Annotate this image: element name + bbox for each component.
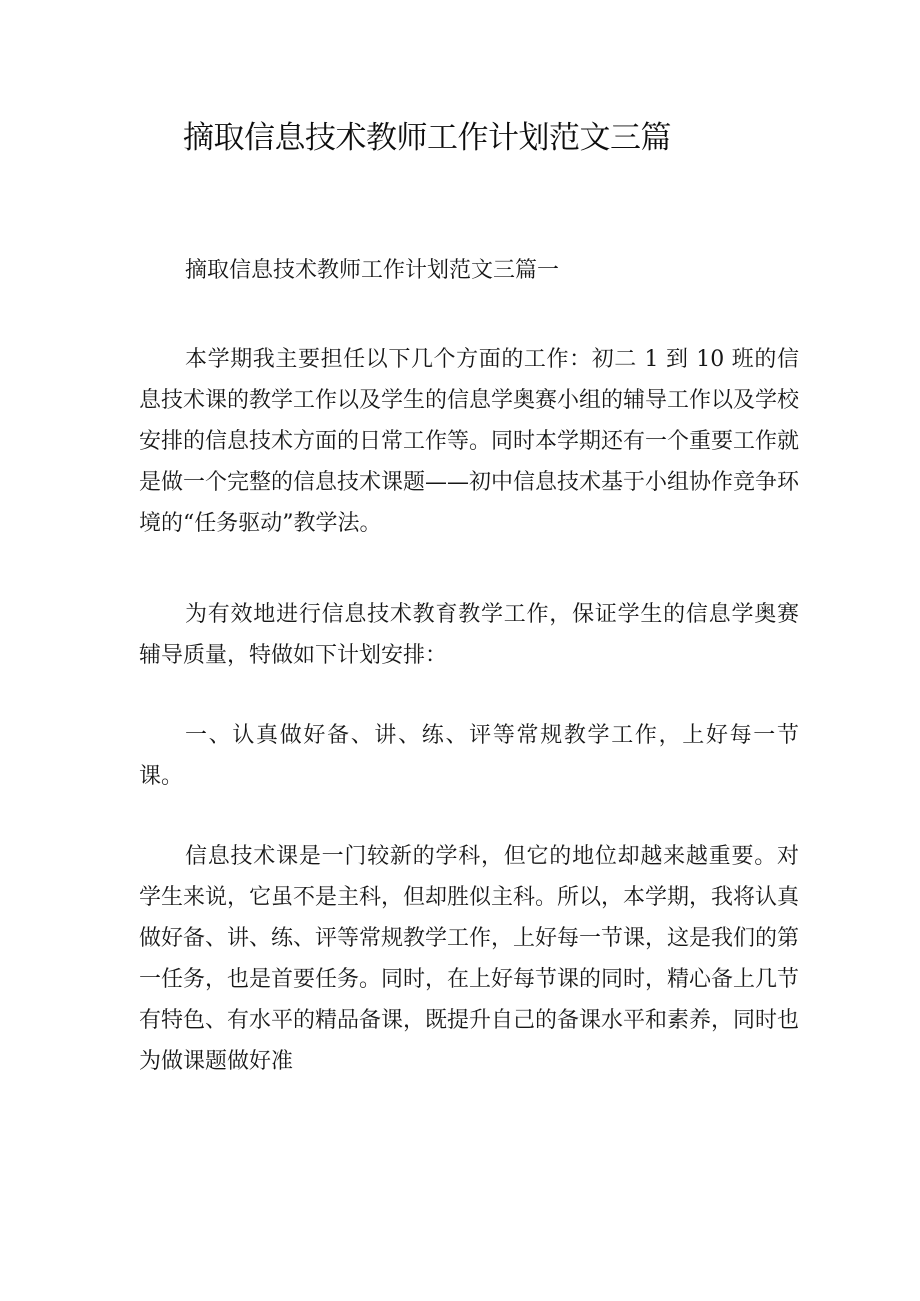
paragraph-point-one-detail: 信息技术课是一门较新的学科，但它的地位却越来越重要。对学生来说，它虽不是主科，但却胜似主科。所以，本学期，我将认真做好备、讲、练、评等常规教学工作，上好每一节课，这是我们的第一任务，也是首要任务。同时，在上好每节课的同时，精心备上几节有特色、有水平的精品备课，既提升自己的备课水平和素养，同时也为做课题做好准 (139, 844, 800, 1074)
section-heading: 摘取信息技术教师工作计划范文三篇一 (185, 258, 560, 283)
paragraph-plan-intro: 为有效地进行信息技术教育教学工作，保证学生的信息学奥赛辅导质量，特做如下计划安排： (139, 602, 799, 668)
document-title: 摘取信息技术教师工作计划范文三篇 (183, 120, 671, 156)
paragraph-duties: 本学期我主要担任以下几个方面的工作：初二 1 到 10 班的信息技术课的教学工作以及学生的信息学奥赛小组的辅导工作以及学校安排的信息技术方面的日常工作等。同时本学期还有一个重要工作就是做一个完整的信息技术课题——初中信息技术基于小组协作竞争环境的“任务驱动”教学法。 (139, 347, 800, 536)
paragraph-point-one: 一、认真做好备、讲、练、评等常规教学工作，上好每一节课。 (139, 723, 799, 789)
